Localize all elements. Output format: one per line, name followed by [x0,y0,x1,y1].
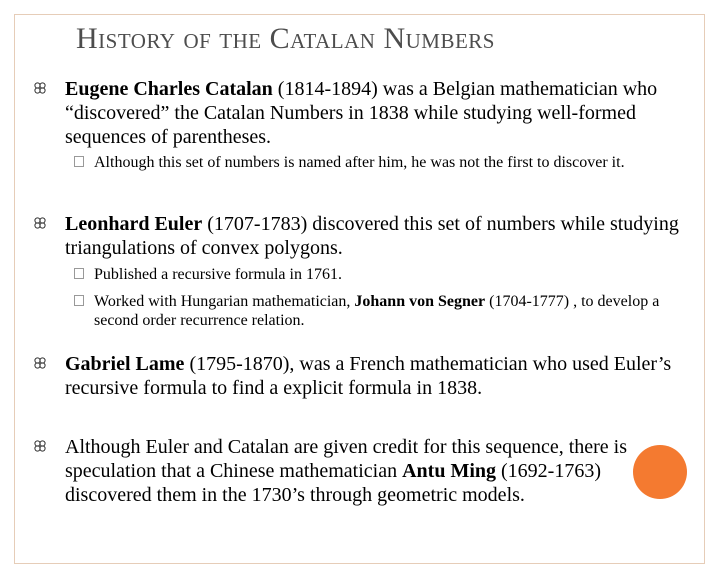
clover-bullet-icon [33,81,47,95]
bullet-rest: (1707-1783) discovered this set of numbers while studying triangulations of convex polygons. [65,213,679,259]
bullet-text [65,212,685,260]
sub-bullet-text: Although this set of numbers is named after him, he was not the first to discover it. [94,154,625,171]
sub-bullet-text: Published a recursive formula in 1761. [94,266,342,283]
person-name: Antu Ming [402,460,497,482]
sub-text-pre: Worked with Hungarian mathematician, [94,293,355,310]
square-bullet-icon [74,295,84,306]
person-name: Johann von Segner [354,293,486,310]
bullet-rest: (1814-1894) was a Belgian mathematician who “discovered” the Catalan Numbers in 1838 while studying well-formed sequences of parentheses. [65,78,658,148]
square-bullet-icon [74,156,84,167]
square-bullet-icon [74,268,84,279]
bullet-text [65,352,685,400]
person-name: Gabriel Lame [65,353,185,375]
bullet-text [65,435,685,507]
clover-bullet-icon [33,439,47,453]
sub-text-post: (1704-1777) , to develop a second order recurrence relation. [94,293,660,329]
bullet-pre: Although Euler and Catalan are given credit for this sequence, there is speculation that a Chinese mathematician [65,436,628,482]
person-name: Leonhard Euler [65,213,203,235]
clover-bullet-icon [33,216,47,230]
bullet-text [65,77,685,149]
person-name: Eugene Charles Catalan [65,78,273,100]
slide-title: History of the Catalan Numbers [76,22,495,55]
clover-bullet-icon [33,356,47,370]
sub-bullet-text [94,292,674,330]
bullet-rest: (1692-1763) discovered them in the 1730’s through geometric models. [65,460,601,506]
bullet-rest: (1795-1870), was a French mathematician who used Euler’s recursive formula to find a explicit formula in 1838. [65,353,672,399]
